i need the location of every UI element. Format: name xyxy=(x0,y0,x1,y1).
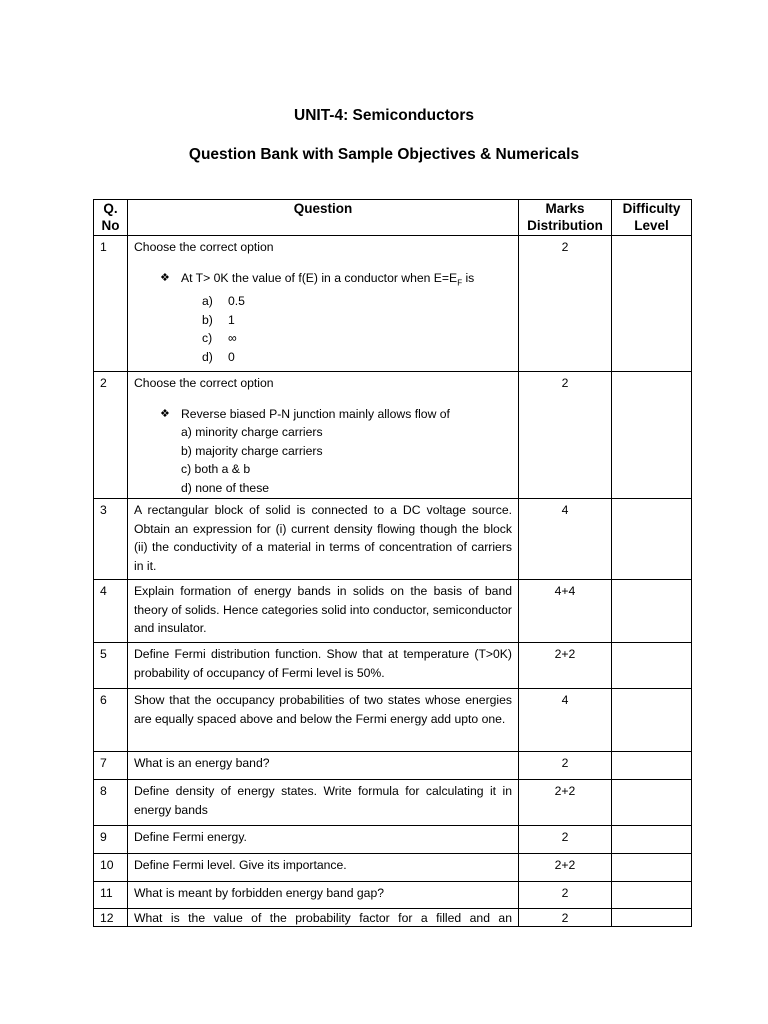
row-difficulty xyxy=(612,854,692,882)
row-number: 12 xyxy=(94,909,128,927)
option-list xyxy=(202,292,512,366)
list-item: d) none of these xyxy=(181,480,270,495)
table-row xyxy=(94,854,692,882)
header-marks-line1: Marks xyxy=(545,201,585,216)
row-difficulty xyxy=(612,882,692,909)
list-item: a) minority charge carriers xyxy=(181,425,323,439)
row-number: 2 xyxy=(94,372,128,499)
option-letter: a) xyxy=(202,294,213,309)
question-stem xyxy=(160,269,512,293)
row-marks: 2 xyxy=(519,909,612,927)
table-row xyxy=(94,372,692,499)
row-difficulty xyxy=(612,580,692,643)
row-number: 1 xyxy=(94,236,128,372)
row-difficulty xyxy=(612,826,692,854)
question-text: Choose the correct option xyxy=(134,240,274,254)
row-difficulty xyxy=(612,372,692,499)
list-item: b) majority charge carriers xyxy=(181,443,323,458)
list-item xyxy=(202,329,512,348)
question-text: Choose the correct option xyxy=(134,376,274,390)
row-marks: 2 xyxy=(519,236,612,372)
row-question: Define density of energy states. Write formula for calculating it in energy bands xyxy=(128,780,519,826)
header-marks xyxy=(519,200,612,236)
row-number: 4 xyxy=(94,580,128,643)
list-item xyxy=(202,292,512,311)
table-row xyxy=(94,909,692,927)
list-item xyxy=(202,348,512,367)
header-difficulty-line2: Level xyxy=(634,217,669,233)
option-text: 0 xyxy=(228,349,235,364)
stem-text: At T> 0K the value of f(E) in a conductor when $E=E_F$ is xyxy=(181,270,475,287)
row-number: 11 xyxy=(94,882,128,909)
page-subtitle: Question Bank with Sample Objectives & Numericals xyxy=(188,146,580,163)
table-row xyxy=(94,780,692,826)
row-question: Define Fermi level. Give its importance. xyxy=(128,854,519,882)
diamond-bullet-icon: ❖ xyxy=(160,271,170,284)
row-question: What is meant by forbidden energy band gap? xyxy=(128,882,519,909)
table-row xyxy=(94,499,692,580)
row-question: Explain formation of energy bands in solids on the basis of band theory of solids. Hence categories solid into conductor, semiconductor and insulator. xyxy=(128,580,519,643)
table-row xyxy=(94,643,692,689)
header-difficulty xyxy=(612,200,692,236)
table-row xyxy=(94,882,692,909)
header-qno xyxy=(94,200,128,236)
row-question: What is an energy band? xyxy=(128,752,519,780)
row-question xyxy=(128,372,519,499)
table-header-row xyxy=(94,200,692,236)
row-marks: 2 xyxy=(519,882,612,909)
row-marks: 2+2 xyxy=(519,854,612,882)
table-row xyxy=(94,752,692,780)
row-difficulty xyxy=(612,643,692,689)
header-qno-line2: No xyxy=(101,217,120,233)
page-title: UNIT-4: Semiconductors xyxy=(294,107,474,124)
row-number: 3 xyxy=(94,499,128,580)
row-difficulty xyxy=(612,909,692,927)
row-marks: 2 xyxy=(519,372,612,499)
row-number: 7 xyxy=(94,752,128,780)
option-letter: c) xyxy=(202,331,213,346)
row-marks: 2 xyxy=(519,752,612,780)
header-question: Question xyxy=(128,200,519,236)
row-marks: 2+2 xyxy=(519,643,612,689)
row-marks: 4 xyxy=(519,689,612,752)
table-row xyxy=(94,689,692,752)
row-question: What is the value of the probability factor for a filled and an xyxy=(128,909,519,927)
row-question xyxy=(128,236,519,372)
options-block xyxy=(160,269,512,367)
table-row xyxy=(94,580,692,643)
header-difficulty-line1: Difficulty xyxy=(622,201,681,216)
option-list xyxy=(181,423,512,497)
option-letter: b) xyxy=(202,312,213,327)
row-number: 9 xyxy=(94,826,128,854)
list-item: c) both a & b xyxy=(181,462,251,476)
row-marks: 4+4 xyxy=(519,580,612,643)
row-difficulty xyxy=(612,752,692,780)
row-difficulty xyxy=(612,499,692,580)
row-number: 5 xyxy=(94,643,128,689)
option-text: ∞ xyxy=(228,331,237,346)
row-question: Define Fermi distribution function. Show that at temperature (T>0K) probability of occupancy of Fermi level is 50%. xyxy=(128,643,519,689)
option-letter: d) xyxy=(202,349,213,364)
diamond-bullet-icon: ❖ xyxy=(160,407,170,420)
stem-text: Reverse biased P-N junction mainly allows flow of xyxy=(181,406,450,421)
header-qno-line1: Q. xyxy=(103,201,118,216)
row-number: 8 xyxy=(94,780,128,826)
row-marks: 2 xyxy=(519,826,612,854)
row-number: 6 xyxy=(94,689,128,752)
question-stem xyxy=(160,405,512,424)
row-number: 10 xyxy=(94,854,128,882)
row-difficulty xyxy=(612,780,692,826)
row-question: Define Fermi energy. xyxy=(128,826,519,854)
table-row xyxy=(94,236,692,372)
row-question: Show that the occupancy probabilities of two states whose energies are equally spaced above and below the Fermi energy add upto one. xyxy=(128,689,519,752)
options-block xyxy=(160,405,512,498)
list-item xyxy=(202,311,512,330)
option-text: 1 xyxy=(228,312,235,327)
table-row xyxy=(94,826,692,854)
question-table xyxy=(93,199,692,927)
row-marks: 4 xyxy=(519,499,612,580)
row-difficulty xyxy=(612,689,692,752)
row-question: A rectangular block of solid is connected to a DC voltage source. Obtain an expression for (i) current density flowing though the block (ii) the conductivity of a material in terms of concentration of carriers in it. xyxy=(128,499,519,580)
row-marks: 2+2 xyxy=(519,780,612,826)
row-difficulty xyxy=(612,236,692,372)
header-marks-line2: Distribution xyxy=(527,217,603,233)
option-text: 0.5 xyxy=(228,294,245,309)
